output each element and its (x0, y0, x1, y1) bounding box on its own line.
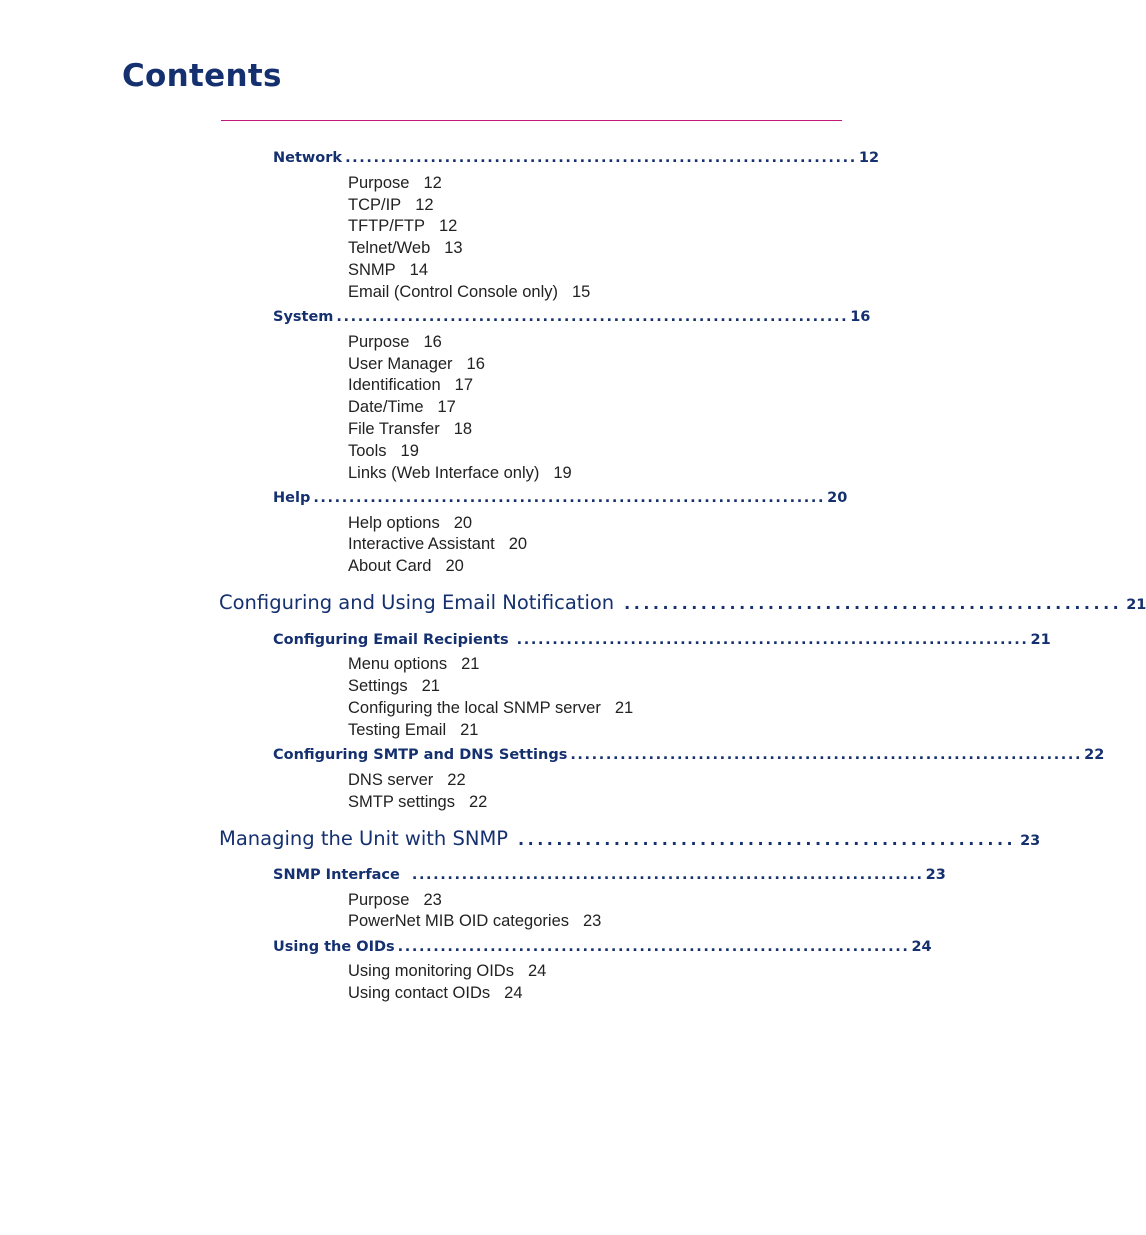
toc-page-number: 23 (925, 867, 946, 883)
leader-dots: .................................................... (518, 830, 1017, 849)
toc-item-label: SNMP (348, 261, 396, 279)
toc-item-label: Configuring the local SNMP server (348, 699, 601, 717)
leader-dots: ........................................................................ (345, 150, 857, 166)
toc-item[interactable] (348, 442, 419, 461)
toc-item-page: 16 (423, 333, 442, 351)
toc-item[interactable] (348, 891, 442, 910)
toc-item[interactable] (348, 557, 464, 576)
toc-item-page: 21 (461, 655, 480, 673)
toc-item[interactable] (348, 283, 590, 302)
toc-item-page: 14 (409, 261, 429, 279)
leader-dots: ........................................................................ (397, 939, 910, 955)
toc-item[interactable] (348, 217, 457, 236)
toc-page-number: 21 (1030, 632, 1051, 648)
toc-item-label: Telnet/Web (348, 239, 431, 257)
toc-item[interactable] (348, 514, 472, 533)
leader-dots: ........................................................................ (336, 309, 849, 325)
toc-page-number: 22 (1084, 747, 1105, 763)
toc-page-number: 12 (858, 150, 880, 166)
toc-item-page: 23 (423, 891, 442, 909)
toc-section-label: Configuring Email Recipients (273, 632, 509, 648)
toc-item-page: 18 (453, 420, 473, 438)
toc-item[interactable] (348, 771, 466, 790)
toc-item[interactable] (348, 196, 434, 215)
toc-item[interactable] (348, 677, 440, 696)
toc-chapter-label: Configuring and Using Email Notification (219, 591, 615, 614)
toc-item[interactable] (348, 464, 572, 483)
toc-item-label: TFTP/FTP (348, 217, 425, 235)
toc-section-using-oids[interactable] (273, 939, 932, 955)
toc-item-page: 20 (453, 514, 473, 532)
toc-item-label: Using monitoring OIDs (348, 962, 514, 980)
leader-dots: ........................................................................ (411, 867, 924, 883)
toc-section-help[interactable] (273, 490, 848, 506)
toc-item-label: Purpose (348, 174, 410, 192)
toc-item-label: Links (Web Interface only) (348, 464, 540, 482)
toc-item-page: 19 (400, 442, 419, 460)
toc-section-label: SNMP Interface (273, 867, 400, 883)
toc-item-page: 12 (423, 174, 442, 192)
toc-item-label: Identification (348, 376, 441, 394)
toc-item-label: Help options (348, 514, 440, 532)
toc-item-page: 13 (444, 239, 463, 257)
toc-item-page: 17 (437, 398, 456, 416)
toc-item-label: User Manager (348, 355, 453, 373)
toc-section-label: Help (273, 490, 311, 506)
toc-item[interactable] (348, 239, 463, 258)
toc-item-page: 24 (504, 984, 523, 1002)
toc-item-label: File Transfer (348, 420, 440, 438)
toc-item[interactable] (348, 420, 472, 439)
toc-item-page: 24 (527, 962, 547, 980)
toc-item-page: 19 (553, 464, 572, 482)
toc-page-number: 23 (1020, 833, 1041, 849)
toc-item[interactable] (348, 355, 485, 374)
toc-page-number: 16 (850, 309, 871, 325)
toc-item[interactable] (348, 793, 487, 812)
toc-item[interactable] (348, 174, 442, 193)
toc-item[interactable] (348, 721, 478, 740)
toc-item[interactable] (348, 398, 456, 417)
toc-section-label: Configuring SMTP and DNS Settings (273, 747, 568, 763)
toc-section-label: Network (273, 150, 343, 166)
toc-item[interactable] (348, 984, 523, 1003)
toc-item-page: 16 (466, 355, 485, 373)
toc-item-page: 17 (454, 376, 474, 394)
toc-item-page: 21 (614, 699, 634, 717)
toc-item-label: Purpose (348, 333, 410, 351)
toc-section-snmp-interface[interactable] (273, 867, 946, 883)
toc-item[interactable] (348, 261, 428, 280)
toc-item-label: TCP/IP (348, 196, 402, 214)
toc-item-label: SMTP settings (348, 793, 455, 811)
toc-section-smtp-dns[interactable] (273, 747, 1105, 763)
toc-item-page: 20 (445, 557, 464, 575)
toc-item[interactable] (348, 333, 442, 352)
toc-item[interactable] (348, 699, 633, 718)
toc-section-label: Using the OIDs (273, 939, 395, 955)
title-rule (221, 120, 842, 121)
leader-dots: ........................................................................ (516, 632, 1029, 648)
toc-item[interactable] (348, 535, 527, 554)
toc-item-label: Tools (348, 442, 387, 460)
toc-section-system[interactable] (273, 309, 871, 325)
toc-page-number: 21 (1126, 597, 1146, 613)
toc-item-label: About Card (348, 557, 432, 575)
toc-item-label: Purpose (348, 891, 410, 909)
toc-chapter-snmp[interactable] (219, 827, 1041, 850)
toc-item-label: Menu options (348, 655, 448, 673)
toc-item-label: PowerNet MIB OID categories (348, 912, 569, 930)
leader-dots: ........................................................................ (313, 490, 826, 506)
toc-item[interactable] (348, 655, 479, 674)
toc-item-page: 22 (447, 771, 466, 789)
toc-page-number: 20 (827, 490, 848, 506)
toc-section-email-recipients[interactable] (273, 632, 1051, 648)
leader-dots: .................................................... (624, 594, 1123, 613)
toc-item[interactable] (348, 376, 473, 395)
toc-chapter-email-notification[interactable] (219, 591, 1146, 614)
toc-item-page: 12 (415, 196, 434, 214)
toc-item[interactable] (348, 912, 601, 931)
toc-item-label: DNS server (348, 771, 434, 789)
toc-section-label: System (273, 309, 334, 325)
toc-item-page: 21 (421, 677, 440, 695)
toc-item-page: 22 (468, 793, 488, 811)
toc-item-label: Settings (348, 677, 408, 695)
toc-item-label: Date/Time (348, 398, 424, 416)
toc-item-label: Email (Control Console only) (348, 283, 558, 301)
toc-item-label: Using contact OIDs (348, 984, 491, 1002)
toc-item-page: 23 (583, 912, 602, 930)
toc-chapter-label: Managing the Unit with SNMP (219, 827, 509, 850)
toc-item-label: Testing Email (348, 721, 447, 739)
page-title: Contents (122, 58, 282, 94)
toc-section-network[interactable] (273, 150, 880, 166)
toc-page-number: 24 (911, 939, 932, 955)
toc-item[interactable] (348, 962, 546, 981)
toc-item-page: 12 (439, 217, 458, 235)
toc-item-page: 21 (460, 721, 479, 739)
toc-item-page: 15 (572, 283, 591, 301)
toc-item-label: Interactive Assistant (348, 535, 495, 553)
leader-dots: ........................................................................ (570, 747, 1083, 763)
toc-item-page: 20 (508, 535, 528, 553)
